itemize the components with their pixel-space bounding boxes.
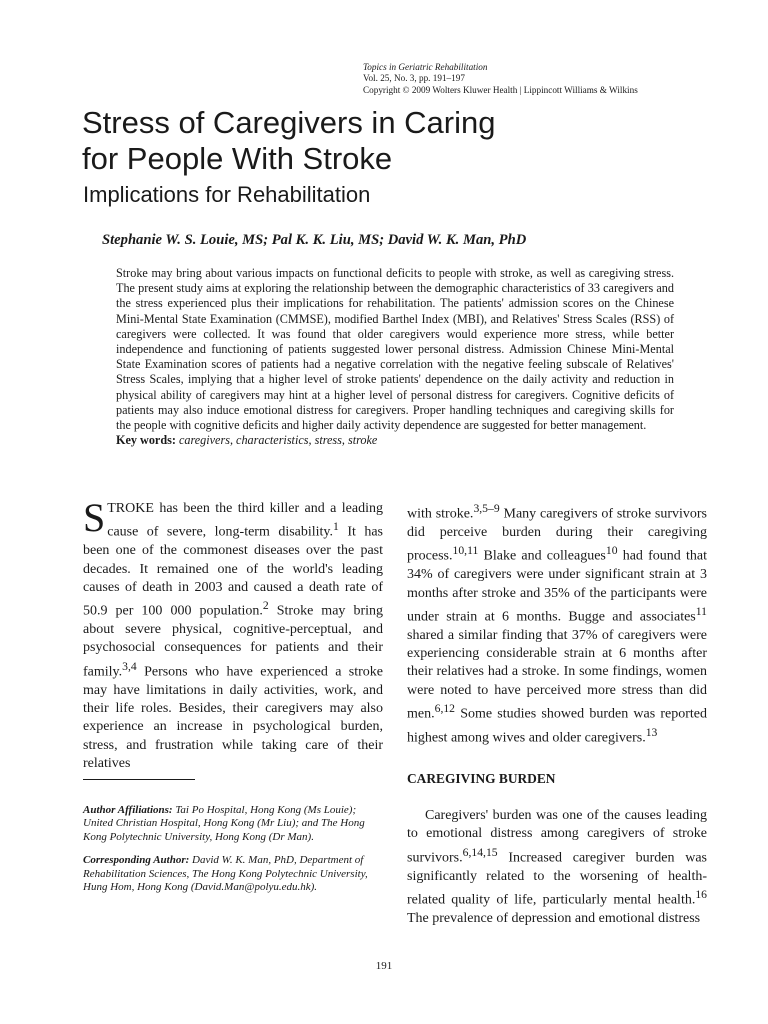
corresponding-author [83,854,383,894]
title-line-1: Stress of Caregivers in Caring [82,105,496,140]
body-column-left [83,495,384,773]
corresponding-label: Corresponding Author: [83,854,190,867]
section-heading: CAREGIVING BURDEN [407,770,556,786]
citation-ref: 6,14,15 [462,845,498,859]
affiliations-label: Author Affiliations: [83,804,173,816]
author-affiliations [83,804,383,844]
page-number: 191 [375,960,393,972]
footnotes [83,804,383,904]
abstract [116,266,674,448]
citation-ref: 2 [262,599,269,613]
body-text: The prevalence of depression and emotional distress [407,910,701,926]
title-line-2: for People With Stroke [82,141,393,176]
body-paragraph [83,495,384,773]
author-list: Stephanie W. S. Louie, MS; Pal K. K. Liu, MS; David W. K. Man, PhD [102,232,527,248]
article-title [82,105,722,177]
journal-name: Topics in Geriatric Rehabilitation [363,62,488,72]
body-text: Caregivers' burden was one of the causes leading to emotional distress among caregivers of stroke survivors. [407,808,707,866]
citation-ref: 1 [333,520,339,534]
citation-ref: 6,12 [434,701,456,715]
body-text: Many caregivers of stroke survivors did perceive burden during their caregiving process. [407,506,707,564]
affiliations-text: Tai Po Hospital, Hong Kong (Ms Louie); United Christian Hospital, Hong Kong (Mr Liu); and The Hong Kong Polytechnic University, Hong Kong (Dr Man). [83,804,365,843]
citation-ref: 13 [645,725,658,739]
body-text: Blake and colleagues [478,548,606,564]
citation-ref: 3,4 [122,659,137,673]
article-subtitle: Implications for Rehabilitation [83,182,371,207]
body-paragraph [407,807,707,928]
abstract-text: Stroke may bring about various impacts on functional deficits to people with stroke, as well as caregiving stress. The present study aims at exploring the relationship between the demographic characteristics of 33 caregivers and the stress experienced plus their implications for rehabilitation. The patients' admission scores on the Chinese Mini-Mental State Examination (CMMSE), modified Barthel Index (MBI), and Relatives' Stress Scales (RSS) of caregivers were collected. It was found that older caregivers would experience more stress, while better independence and functioning of patients suggested lower personal distress. Admission Chinese Mini-Mental State Examination scores of patients had a negative correlation with the negative feeling subscale of Relatives' Stress Scales, implying that a higher level of stroke patients' dependence on the daily activity and reduction in physical ability of caregivers may hint at a higher level of personal distress for caregivers. Cognitive deficits of patients may also induce emotional distress for caregivers. Proper handling techniques and caregiving skills for the people with cognitive deficits and higher daily activity dependence are suggested for better management. [116,266,674,433]
drop-cap: S [83,495,106,540]
body-text: It has been one of the commonest diseases over the past decades. It remained one of the world's leading causes of death in 2003 and caused a death rate of 50.9 per 100 000 population. [83,524,384,619]
body-text: Increased caregiver burden was significantly related to the worsening of health-related quality of life, particularly mental health. [407,850,707,908]
body-text: shared a similar finding that 37% of caregivers were experiencing considerable strain at 6 months after their relatives had a stroke. In some findings, women were noted to have perceived more stress than did men. [407,627,707,722]
body-text: TROKE has been the third killer and a leading cause of severe, long-term disability. [107,501,383,540]
keywords [116,433,674,448]
body-column-right [407,500,707,928]
keywords-label: Key words: [116,433,176,448]
corresponding-text: David W. K. Man, PhD, Department of Rehabilitation Sciences, The Hong Kong Polytechnic University, Hung Hom, Hong Kong (David.Man@polyu.edu.hk). [83,854,368,894]
journal-volume: Vol. 25, No. 3, pp. 191–197 [363,73,465,84]
citation-ref: 11 [695,604,707,618]
citation-ref: 10 [605,544,618,558]
body-text: with stroke. [407,506,474,522]
citation-ref: 10,11 [452,544,479,558]
body-text: Persons who have experienced a stroke may have limitations in daily activities, work, and their life roles. Besides, their caregivers may also experience an increase in psychological burden, stress, and frustration while taking care of their relatives [83,664,383,771]
keywords-list: caregivers, characteristics, stress, stroke [178,433,378,448]
body-paragraph [407,500,707,748]
footnote-divider [83,779,195,780]
citation-ref: 16 [695,887,707,901]
citation-ref: 3,5–9 [473,502,500,515]
body-text: had found that 34% of caregivers were under significant strain at 3 months after stroke and 35% of the participants were under strain at 6 months. Bugge and associates [407,548,707,625]
journal-header [363,62,743,96]
body-text: Stroke may bring about severe physical, cognitive-perceptual, and psychosocial consequences for patients and their family. [83,603,383,680]
journal-copyright: Copyright © 2009 Wolters Kluwer Health | Lippincott Williams & Wilkins [363,84,638,95]
body-text: Some studies showed burden was reported highest among wives and older caregivers. [407,706,707,746]
